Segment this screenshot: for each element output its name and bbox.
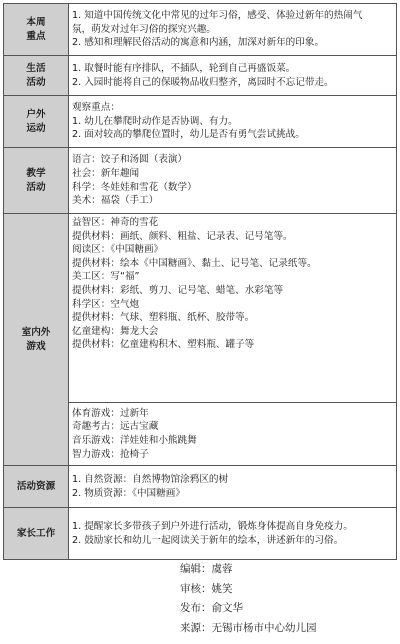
content-line: 提供材料：亿童建构积木、塑料瓶、罐子等: [72, 339, 255, 351]
content-line: 观察重点：: [72, 102, 120, 114]
content-line: 阅读区：《中国糖画》: [72, 244, 164, 256]
table-row-outdoor: [4, 96, 397, 148]
content-line: 奇趣考古：远古宝藏: [72, 421, 159, 433]
credits-block: [180, 560, 317, 638]
content-line: 智力游戏：抢椅子: [72, 448, 149, 460]
row-content: [69, 508, 397, 560]
row-label: [4, 466, 69, 508]
row-label-line: 室内外: [21, 326, 51, 338]
content-line: 益智区：神奇的雪花: [72, 217, 159, 228]
row-content: [69, 148, 397, 214]
content-line: 1. 取餐时能有序排队，不插队，轮到自己再盛饭菜。: [72, 62, 296, 74]
content-line: 科学：冬娃娃和雪花（数学）: [72, 181, 197, 193]
row-label-line: 活动资源: [16, 480, 56, 492]
row-content: [69, 403, 397, 466]
content-line: 体育游戏：过新年: [72, 407, 149, 419]
content-line: 提供材料：彩纸、剪刀、记号笔、蜡笔、水彩笔等: [72, 284, 284, 296]
content-line: 美术：福袋（手工）: [72, 195, 159, 207]
content-line: 氛，萌发对过年习俗的探究兴趣。: [72, 23, 216, 35]
credit-reviewer: 审核：姚笑: [180, 582, 233, 595]
row-label: [4, 214, 69, 466]
content-line: 社会：新年趣闻: [72, 167, 140, 179]
credit-source: 来源：无锡市杨市中心幼儿园: [180, 621, 317, 634]
row-label: [4, 56, 69, 96]
row-label-line: 生活: [26, 62, 46, 74]
row-content: [69, 4, 397, 56]
row-content: [69, 466, 397, 508]
table-row-resources: [4, 466, 397, 508]
row-label-line: 重点: [26, 30, 46, 42]
row-content: [69, 96, 397, 148]
weekly-plan-table: [3, 3, 397, 560]
row-label: [4, 148, 69, 214]
row-label: [4, 508, 69, 560]
table-row-life: [4, 56, 397, 96]
content-line: 1. 知道中国传统文化中常见的过年习俗，感受、体验过新年的热闹气: [72, 10, 363, 22]
content-line: 2. 入园时能将自己的保暖物品收归整齐，离园时不忘记带走。: [72, 76, 334, 88]
row-label-line: 本周: [26, 16, 46, 28]
table-row-games: [4, 214, 397, 403]
row-label: [4, 4, 69, 56]
credit-publisher: 发布：俞文华: [180, 602, 243, 614]
row-content: [69, 214, 397, 403]
row-content: [69, 56, 397, 96]
content-line: 1. 幼儿在攀爬时动作是否协调、有力。: [72, 115, 238, 127]
row-label-line: 活动: [26, 181, 46, 193]
content-line: 提供材料：气球、塑料瓶、纸杯、胶带等。: [72, 312, 255, 324]
credit-editor: 编辑：虞蓉: [180, 563, 233, 575]
content-line: 科学区：空气炮: [72, 298, 140, 310]
content-line: 亿童建构：舞龙大会: [72, 325, 159, 337]
table-row-teaching: [4, 148, 397, 214]
row-label-line: 户外: [26, 108, 46, 120]
row-label-line: 运动: [26, 122, 46, 134]
table-row-parents: [4, 508, 397, 560]
row-label-line: 教学: [26, 167, 46, 179]
content-line: 2. 鼓励家长和幼儿一起阅读关于新年的绘本，讲述新年的习俗。: [72, 534, 344, 546]
content-line: 1. 提醒家长多带孩子到户外进行活动，锻炼身体提高自身免疫力。: [72, 520, 353, 532]
row-label: [4, 96, 69, 148]
row-label-line: 家长工作: [16, 527, 56, 539]
row-label-line: 游戏: [26, 340, 46, 352]
content-line: 2. 感知和理解民俗活动的寓意和内涵，加深对新年的印象。: [72, 37, 325, 49]
content-line: 1. 自然资源：自然博物馆涂鸦区的树: [72, 473, 229, 485]
content-line: 音乐游戏：洋娃娃和小熊跳舞: [72, 435, 197, 446]
content-line: 语言：饺子和汤圆（表演）: [72, 154, 188, 166]
table-row-focus: [4, 4, 397, 56]
row-label-line: 活动: [26, 76, 46, 88]
content-line: 美工区：写“福”: [72, 271, 140, 283]
content-line: 提供材料：画纸、颜料、粗盐、记录表、记号笔等。: [72, 230, 293, 242]
content-line: 提供材料：绘本《中国糖画》、黏土、记号笔、记录纸等。: [72, 257, 317, 269]
content-line: 2. 物质资源：《中国糖画》: [72, 487, 185, 499]
content-line: 2. 面对较高的攀爬位置时，幼儿是否有勇气尝试挑战。: [72, 129, 305, 141]
